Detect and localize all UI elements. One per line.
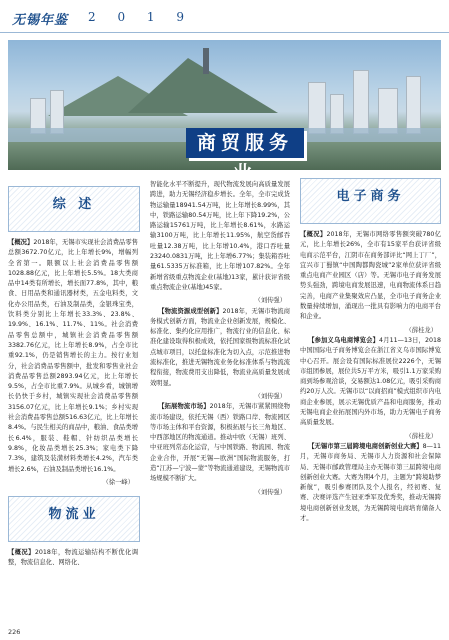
banner-building-shape	[406, 76, 421, 134]
header-yearbook-title: 无锡年鉴	[12, 13, 69, 28]
paragraph-expo	[300, 336, 441, 429]
paragraph-source: （刘传强）	[254, 488, 286, 496]
paragraph-lead: 【无锡市第三届跨境电商创新创业大赛】	[308, 442, 423, 450]
paragraph-source: （薛桂龙）	[405, 432, 437, 440]
paragraph-lead: 【拓展物流市场】	[158, 403, 210, 411]
paragraph-text: 2018年，无锡市网络零售额突破780亿元，比上年增长26%，全市有15家平台获评省级电商示范平台，江阴市在商务部评比“网上丁厂”，宜兴市丁蜀镇“中国陶都陶瓷城”2家单位获评省级重点电商产业园区（店）等。无锡市电子商务发展势头强劲，跨境电商发展迅速，电商物流体系日趋完善，电商产业集聚效应凸显，全市电子商务企业数量持续增加，涌现出一批具有影响力的电商平台和企业。	[300, 231, 441, 321]
section-heading-ecommerce	[300, 178, 441, 224]
paragraph-source: （刘传强）	[254, 297, 286, 305]
middle-column	[150, 180, 290, 498]
paragraph-text: 2018年，无锡市实现社会消费品零售总额3672.70亿元，比上年增长9%，增幅列全省第一。限额以上社会消费品零售额1028.88亿元，比上年增长5.5%。18大类商品中14类有所增长，增长面77.8%，其中，粮食、日用品类和通讯器材类，五金电料类，文化办公用品类，石油及制品类，金银珠宝类，饮料类分别比上年增长33.3%、23.8%、19.9%、16.1%、11.7%、11%。社会消费品零售总额中，城镇社会消费品零售额3382.76亿元，比上年增长8.9%，占全市比重92.1%，仍是销售增长的主力。按行业划分，社会消费品零售额中，批发和零售业社会消费品零售总额2893.94亿元，比上年增长9.5%，占全市比重7.9%。从城乡看，城镇增长仍快于乡村，城镇实现社会消费品零售额3156.07亿元，比上年增长9.1%；乡村实现社会消费品零售总额516.63亿元，比上年增长8.4%。与民生相关的商品中，粮油、食品类增长6.4%，服装、鞋帽、针纺织品类增长9.8%，化妆品类增长25.3%；家电类下降7.3%，建筑及装潢材料类增长4.2%，汽车类增长2.6%，石油及制品类增长16.1%。	[8, 239, 138, 473]
page-number: 226	[8, 628, 21, 636]
paragraph-lead: 【概况】	[300, 231, 327, 238]
page-header	[0, 0, 449, 33]
banner-tower-shape	[203, 48, 209, 74]
paragraph-overview	[8, 238, 138, 475]
paragraph-text: 8—11月，无锡市商务局、无锡市人力资源和社会保障局、无锡市邮政管理局主办无锡市第三届跨境电商创新创业大赛。大赛为期4个月，主题为“跨境助梦新航”，吸引参赛团队及个人报名，经初赛、复赛、决赛评选产生冠亚季军及优秀奖，推动无锡跨境电商创新创业发展，为无锡跨境电商培育储备人才。	[300, 442, 441, 523]
paragraph-contest	[300, 442, 441, 524]
paragraph-source: （刘传强）	[254, 392, 286, 400]
paragraph-lead: 【参加义乌电商博览会】	[308, 336, 380, 344]
paragraph-source: （徐一峰）	[102, 478, 134, 486]
left-column	[8, 178, 138, 572]
paragraph-text: 智能化水平不断提升，现代物流发展向高质量发展跨进，助力无锡经济稳步增长。全年，全市完成货物运输量18941.54万吨，比上年增长8.99%，其中，铁路运输80.54万吨，比上年下降19.2%，公路运输15761万吨，比上年增长8.61%，水路运输3100万吨，比上年增长11.95%，航空货邮吞吐量12.38万吨，比上年增10.4%，港口吞吐量23240.0831万吨，比上年增6.77%；集装箱吞吐量61.5335万标准箱，比上年增107.82%。全年新增省级重点物流企业(基地)13家，累计获评省级重点物流企业(基地)45家。	[150, 181, 290, 291]
paragraph-logistics-innovation	[150, 307, 290, 389]
banner-building-shape	[353, 70, 369, 134]
section-heading-logistics	[8, 496, 140, 542]
paragraph-lead: 【概况】	[8, 549, 35, 557]
paragraph-logistics	[8, 548, 138, 569]
paragraph-logistics-market	[150, 402, 290, 484]
paragraph-lead: 【物流资源成型创新】	[158, 307, 223, 315]
right-column	[300, 178, 441, 527]
section-heading-label: 物流业	[48, 507, 100, 523]
banner-image	[8, 40, 441, 184]
section-title: 商贸服务业	[186, 128, 304, 158]
paragraph-ecommerce	[300, 230, 441, 323]
paragraph-lead: 【概况】	[8, 239, 34, 246]
paragraph-text: 2018年，无锡市物流商务模式创新方面，物流业企业创新发展，规模化、标准化、集约化应用推广，物流行业的信息化、标准化建设取得积极成效，依托国家级物流标准化试点城市项目，以托盘标准化为切入点，示范推进物流标准化，推进无锡物流业务化标准体系与物流流程衔接，物流费用支出降低，物流业高质量发展成效明显。	[150, 307, 290, 387]
paragraph-text: 4月11—13日，2018中国国际电子商务博览会在浙江省义乌市国际博览中心召开。展会设有国际标准展位2226个，无锡市组团参展，展位共5万平方米，吸引1.1万家采购商到场参观洽谈，交易额达1.08亿元，吸引采购商约20万人次。无锡市以“以商招商”模式组织市内电商企业参展，展示无锡优质产品和电商服务，推动无锡电商企业拓展国内外市场，助力无锡电子商务高质量发展。	[300, 336, 442, 427]
paragraph-text: 2018年，物流运输结构不断优化调整，物流信息化、网络化、	[8, 549, 139, 567]
section-heading-label: 电子商务	[336, 189, 405, 204]
banner-building-shape	[308, 82, 326, 134]
section-heading-overview	[8, 186, 140, 232]
paragraph-logistics-cont	[150, 180, 290, 293]
paragraph-text: 2018年，无锡市紧紧围绕物流市场建设，依托无锡（西）铁路口岸、物流园区等市场主体和平台资源，积极拓展与长三角地区、中西部地区的物流通道。推动中欧（无锡）班列、中亚班列常态化运营，与中国铁路、物流园、物流企业合作，开展“无锡—欧洲”国际物流服务，打造“江苏—宁波—蒙”等物流通道建设，无锡物流市场规模不断扩大。	[150, 403, 291, 483]
header-year: 2 0 1 9	[88, 10, 193, 24]
section-heading-label: 综 述	[52, 197, 96, 212]
paragraph-source: （薛桂龙）	[405, 326, 437, 334]
